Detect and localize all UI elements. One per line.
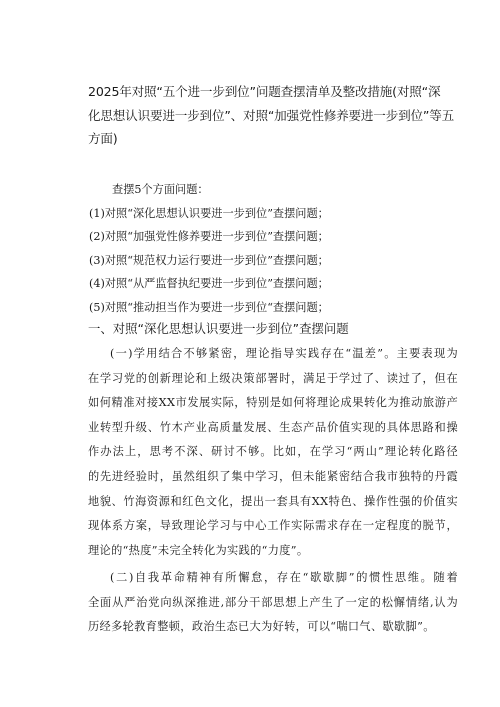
- paragraph-line: 理论的“热度”未完全转化为实践的“力度”。: [88, 543, 309, 557]
- list-item: (2)对照“加强党性修养要进一步到位”查摆问题；: [89, 230, 329, 243]
- list-item: (1)对照“深化思想认识要进一步到位”查摆问题；: [89, 206, 329, 220]
- list-item: (5)对照“推动担当作为要进一步到位“查摆问题；: [89, 300, 329, 314]
- intro-text: 查摆5个方面问题：: [112, 183, 209, 196]
- paragraph-line: 的先进经验时，虽然组织了集中学习，但未能紧密结合我市独特的丹霞: [88, 469, 458, 483]
- paragraph-line: 如何精准对接XX市发展实际，特别是如何将理论成果转化为推动旅游产: [88, 396, 458, 410]
- paragraph-line: 作办法上，思考不深、研讨不够。比如，在学习“两山”理论转化路径: [88, 445, 458, 459]
- section-heading: 一、对照“深化思想认识要进一步到位”查摆问题: [88, 321, 349, 336]
- paragraph-1: [88, 342, 458, 563]
- title-line: 化思想认识要进一步到位”、对照“加强党性修养要进一步到位”等五: [88, 107, 454, 123]
- document-title: [88, 80, 458, 151]
- list-item: (4)对照“从严监督执纪要进一步到位”查摆问题；: [89, 277, 329, 290]
- title-line: 2025年对照“五个进一步到位”问题查摆清单及整改措施(对照“深: [88, 84, 441, 99]
- paragraph-line: 在学习党的创新理论和上级决策部署时，满足于学过了、读过了，但在: [88, 371, 458, 385]
- paragraph-line: 业转型升级、竹木产业高质量发展、生态产品价值实现的具体思路和操: [88, 420, 458, 434]
- paragraph-line: 全面从严治党向纵深推进,部分干部思想上产生了一定的松懈情绪,认为: [88, 595, 458, 609]
- problem-list: [88, 178, 458, 319]
- paragraph-2: [88, 566, 458, 640]
- paragraph-line: 历经多轮教育整顿，政治生态已大为好转，可以“喘口气、歇歇脚”。: [88, 620, 435, 634]
- list-item: (3)对照“规范权力运行要进一步到位”查摆问题；: [89, 253, 329, 267]
- paragraph-line: 现体系方案，导致理论学习与中心工作实际需求存在一定程度的脱节，: [88, 519, 458, 533]
- paragraph-line: 地貌、竹海资源和红色文化，提出一套具有XX特色、操作性强的价值实: [88, 494, 458, 508]
- title-line: 方面): [88, 131, 118, 146]
- paragraph-line: (一)学用结合不够紧密，理论指导实践存在“温差”。主要表现为: [110, 347, 458, 360]
- paragraph-line: (二)自我革命精神有所懈怠，存在“歇歇脚”的惯性思维。随着: [110, 571, 458, 584]
